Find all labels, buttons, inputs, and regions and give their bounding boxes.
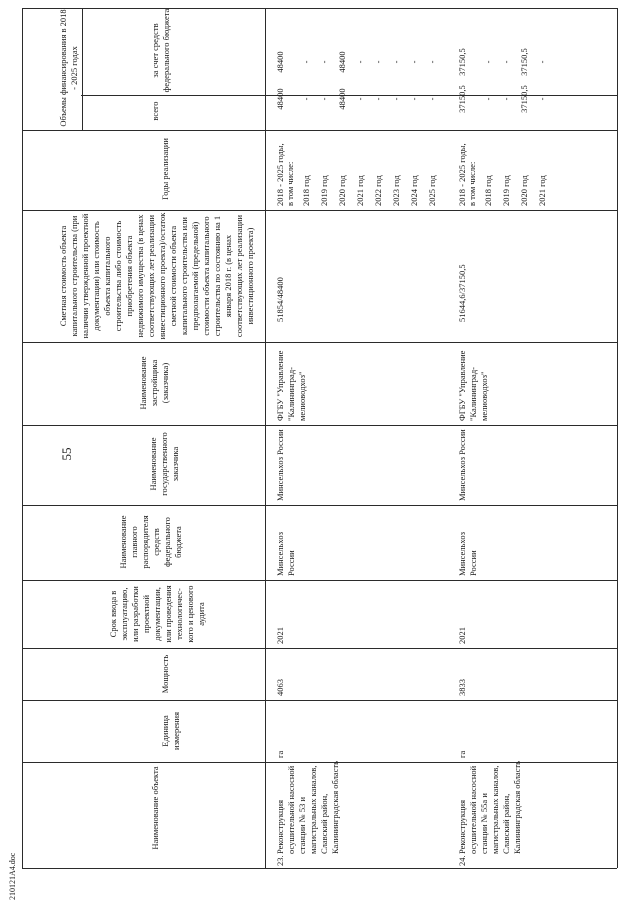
- row-unit: га: [457, 750, 467, 758]
- row-year-label: 2020 год: [519, 175, 529, 206]
- row-year-label: 2018 год: [483, 175, 493, 206]
- header-funding-group: Объемы финансирования в 2018 - 2025 годах: [58, 9, 79, 127]
- row-federal-value: -: [355, 60, 365, 64]
- row-main-manager: Минсельхоз России: [457, 532, 478, 576]
- row-term: 2021: [457, 627, 467, 644]
- row-developer: ФГБУ "Управление "Калининград-мелиоводхоз": [457, 350, 489, 421]
- row-total-value: 48400: [275, 88, 285, 110]
- header-capacity: Мощность: [160, 654, 170, 694]
- row-capacity: 4063: [275, 679, 285, 696]
- row-cost: 51644,6/37150,5: [457, 264, 467, 322]
- row-state-customer: Минсельхоз России: [275, 429, 285, 501]
- row-total-value: 37150,5: [457, 85, 467, 113]
- header-years: Годы реализации: [160, 138, 170, 200]
- row-total-value: -: [319, 97, 329, 101]
- row-year-label: 2023 год: [391, 175, 401, 206]
- header-unit: Единица измерения: [160, 712, 181, 750]
- row-year-label: в том числе:: [285, 161, 295, 206]
- header-total: всего: [150, 101, 160, 121]
- row-year-label: 2019 год: [501, 175, 511, 206]
- row-state-customer: Минсельхоз России: [457, 429, 467, 501]
- table-border-right: [617, 8, 618, 868]
- row-total-value: -: [301, 97, 311, 101]
- row-federal-value: -: [301, 60, 311, 64]
- table-border-left: [22, 8, 23, 868]
- header-name: Наименование объекта: [150, 766, 160, 850]
- table-row-separator: [265, 8, 266, 868]
- row-federal-value: 48400: [275, 51, 285, 73]
- row-number: 24.: [457, 855, 467, 866]
- row-object-name: Реконструкция осушительной насосной станции № 53 и магистральных каналов, Славский район, Калининградская область: [275, 761, 340, 854]
- row-total-value: -: [355, 97, 365, 101]
- row-total-value: -: [373, 97, 383, 101]
- row-year-label: 2018 - 2025 годы,: [275, 143, 285, 206]
- row-main-manager: Минсельхоз России: [275, 532, 296, 576]
- row-term: 2021: [275, 627, 285, 644]
- row-total-value: -: [501, 97, 511, 101]
- row-federal-value: -: [409, 60, 419, 64]
- row-total-value: -: [483, 97, 493, 101]
- column-separator: [22, 648, 617, 649]
- row-federal-value: 37150,5: [457, 48, 467, 76]
- row-year-label: 2022 год: [373, 175, 383, 206]
- row-federal-value: -: [483, 60, 493, 64]
- column-separator: [22, 8, 617, 9]
- column-separator: [22, 425, 617, 426]
- row-year-label: 2019 год: [319, 175, 329, 206]
- column-separator: [22, 868, 617, 869]
- row-federal-value: -: [427, 60, 437, 64]
- column-separator: [22, 342, 617, 343]
- row-developer: ФГБУ "Управление "Калининград-мелиоводхоз": [275, 350, 307, 421]
- page-number: 55: [59, 447, 74, 461]
- row-year-label: в том числе:: [467, 161, 477, 206]
- row-federal-value: -: [537, 60, 547, 64]
- row-total-value: -: [391, 97, 401, 101]
- header-federal: за счет средств федерального бюджета: [150, 8, 171, 93]
- header-developer: Наименование застройщика (заказчика): [138, 356, 170, 410]
- row-cost: 51854/48400: [275, 277, 285, 322]
- row-unit: га: [275, 750, 285, 758]
- header-term: Срок ввода в эксплуатацию, или разработки проектной документации, или проведения технологичес-кого и ценового аудита: [108, 585, 206, 643]
- header-cost: Сметная стоимость объекта капитального строительства (при наличии утвержденной проектной документации) или стоимость объекта капитального строительства либо стоимость приобретения объекта недвижимого имущества (в ценах соответствующих лет реализации инвестиционного проекта)/остаток сметной стоимости объекта капитального строительства или предполагаемой (предельной) стоимости объекта капитального строительства по состоянию на 1 января 2018 г. (в ценах соответствующих лет реализации инвестиционного проекта): [58, 212, 255, 340]
- row-total-value: -: [409, 97, 419, 101]
- row-number: 23.: [275, 855, 285, 866]
- row-federal-value: -: [501, 60, 511, 64]
- row-year-label: 2018 - 2025 годы,: [457, 143, 467, 206]
- column-separator: [22, 580, 617, 581]
- row-year-label: 2024 год: [409, 175, 419, 206]
- column-separator: [22, 505, 617, 506]
- header-state-customer: Наименование государственного заказчика: [148, 432, 180, 496]
- row-year-label: 2025 год: [427, 175, 437, 206]
- row-total-value: -: [537, 97, 547, 101]
- row-year-label: 2021 год: [355, 175, 365, 206]
- row-total-value: 37150,5: [519, 85, 529, 113]
- row-federal-value: 37150,5: [519, 48, 529, 76]
- row-object-name: Реконструкция осушительной насосной станции № 55а и магистральных каналов, Славский район, Калининградская область: [457, 761, 522, 854]
- row-year-label: 2020 год: [337, 175, 347, 206]
- row-federal-value: -: [319, 60, 329, 64]
- row-federal-value: 48400: [337, 51, 347, 73]
- column-separator: [22, 700, 617, 701]
- funding-header-separator: [82, 8, 83, 130]
- row-federal-value: -: [373, 60, 383, 64]
- row-total-value: -: [427, 97, 437, 101]
- row-total-value: 48400: [337, 88, 347, 110]
- row-year-label: 2018 год: [301, 175, 311, 206]
- row-year-label: 2021 год: [537, 175, 547, 206]
- header-main-manager: Наименование главного распорядителя средств федерального бюджета: [118, 515, 183, 569]
- row-federal-value: -: [391, 60, 401, 64]
- footer-filename: 210121A4.doc: [8, 852, 17, 900]
- row-capacity: 3833: [457, 679, 467, 696]
- column-separator: [22, 210, 617, 211]
